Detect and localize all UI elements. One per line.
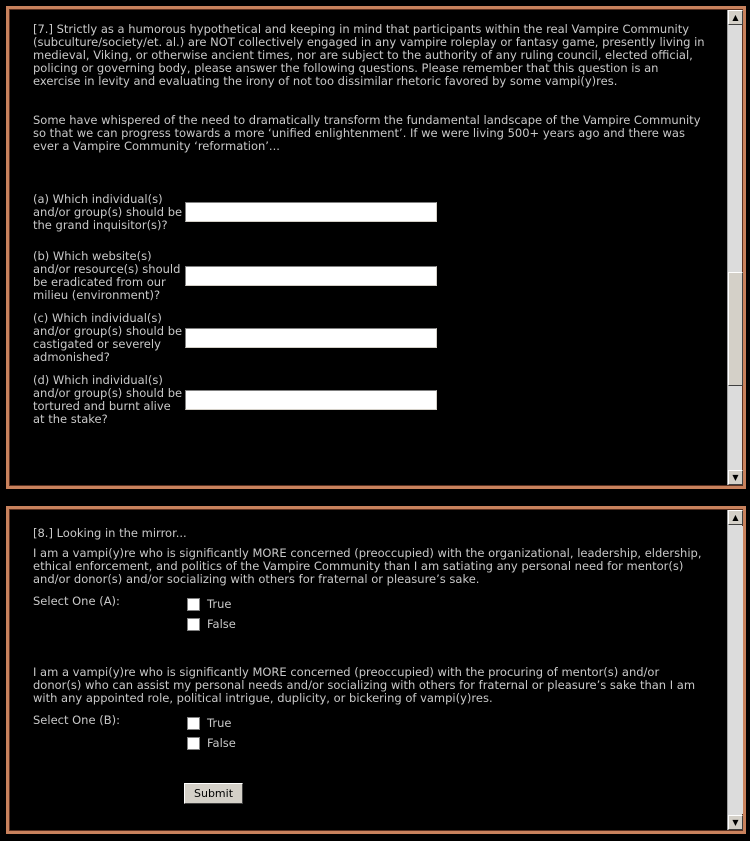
question-7b-row: [33, 244, 706, 308]
checkbox-b-false[interactable]: [187, 737, 200, 750]
question-7d-row: [33, 368, 706, 432]
option-a-false[interactable]: [187, 614, 236, 634]
option-a-true-label: True: [207, 597, 232, 611]
question-7a-row: [33, 180, 706, 244]
scrollbar-thumb[interactable]: [728, 272, 743, 386]
question-8-scrollbar[interactable]: [727, 510, 742, 830]
question-8-content: [9, 509, 726, 831]
checkbox-b-true[interactable]: [187, 717, 200, 730]
question-8-panel: [6, 506, 746, 834]
question-7-panel: [6, 6, 746, 489]
arrow-down-icon[interactable]: ▼: [728, 470, 743, 485]
checkbox-a-true[interactable]: [187, 598, 200, 611]
select-a-label: Select One (A):: [33, 594, 120, 608]
arrow-down-icon[interactable]: ▼: [728, 815, 743, 830]
question-7-content: [9, 9, 726, 486]
select-a-options: [187, 594, 236, 634]
question-7d-input[interactable]: [185, 390, 437, 410]
option-a-true[interactable]: [187, 594, 236, 614]
question-8-title: [8.] Looking in the mirror...: [33, 526, 187, 540]
question-7-scrollbar[interactable]: [727, 10, 742, 485]
select-a-row: [33, 594, 706, 634]
question-7d-label: (d) Which individual(s) and/or group(s) should be tortured and burnt alive at the stake?: [33, 373, 183, 426]
select-b-options: [187, 713, 236, 753]
question-8-statement-b: I am a vampi(y)re who is significantly MORE concerned (preoccupied) with the procuring of mentor(s) and/or donor(s) who can assist my personal needs and/or socializing with others for fraternal or pleasure’s sake than I am with any appointed role, political intrigue, duplicity, or bickering of vampi(y)res.: [33, 665, 696, 705]
select-b-label: Select One (B):: [33, 713, 120, 727]
question-7b-input[interactable]: [185, 266, 437, 286]
scrollbar-track[interactable]: [728, 526, 743, 814]
option-b-true-label: True: [207, 716, 232, 730]
question-7c-input[interactable]: [185, 328, 437, 348]
option-b-false-label: False: [207, 736, 236, 750]
option-b-true[interactable]: [187, 713, 236, 733]
question-7a-input[interactable]: [185, 202, 437, 222]
question-8-statement-a: I am a vampi(y)re who is significantly MORE concerned (preoccupied) with the organizational, leadership, eldership, ethical enforcement, and politics of the Vampire Community than I am satiating any personal need for mentor(s) and/or donor(s) and/or socializing with others for fraternal or pleasure’s sake.: [33, 546, 702, 586]
question-7a-label: (a) Which individual(s) and/or group(s) should be the grand inquisitor(s)?: [33, 191, 183, 232]
submit-button[interactable]: Submit: [184, 783, 243, 804]
checkbox-a-false[interactable]: [187, 618, 200, 631]
arrow-up-icon[interactable]: ▲: [728, 10, 743, 25]
option-b-false[interactable]: [187, 733, 236, 753]
question-7c-row: [33, 308, 706, 368]
question-7c-label: (c) Which individual(s) and/or group(s) should be castigated or severely admonished?: [33, 311, 183, 364]
option-a-false-label: False: [207, 617, 236, 631]
question-7b-label: (b) Which website(s) and/or resource(s) should be eradicated from our milieu (environment)?: [33, 249, 181, 302]
question-7-context: Some have whispered of the need to dramatically transform the fundamental landscape of the Vampire Community so that we can progress towards a more ‘unified enlightenment’. If we were living 500+ years ago and there was ever a Vampire Community ‘reformation’...: [33, 113, 701, 153]
select-b-row: [33, 713, 706, 753]
question-7-intro: [7.] Strictly as a humorous hypothetical and keeping in mind that participants within the real Vampire Community (subculture/society/et. al.) are NOT collectively engaged in any vampire roleplay or fantasy game, presently living in medieval, Viking, or otherwise ancient times, nor are subject to the authority of any ruling council, elected official, policing or governing body, please answer the following questions. Please remember that this question is an exercise in levity and evaluating the irony of not too dissimilar rhetoric favored by some vampi(y)res.: [33, 22, 705, 88]
arrow-up-icon[interactable]: ▲: [728, 510, 743, 525]
